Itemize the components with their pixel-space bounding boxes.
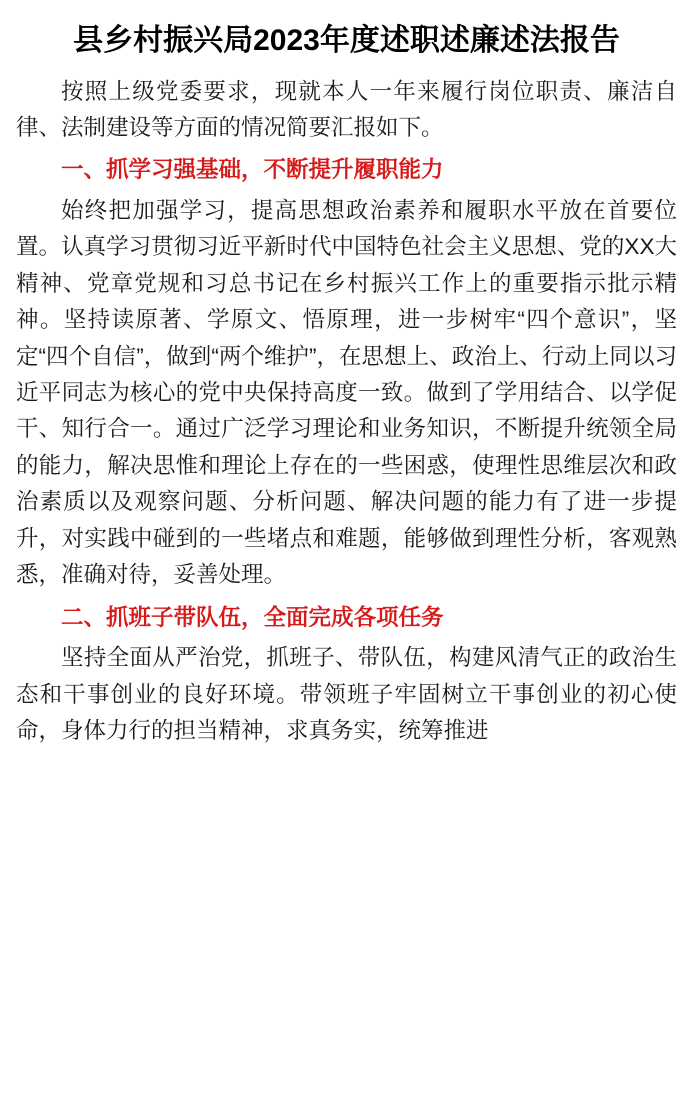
paragraph-section-two-body: 坚持全面从严治党，抓班子、带队伍，构建风清气正的政治生态和干事创业的良好环境。带领班子牢固树立干事创业的初心使命，身体力行的担当精神，求真务实，统筹推进 [16, 645, 677, 743]
paragraph-intro: 按照上级党委要求，现就本人一年来履行岗位职责、廉洁自律、法制建设等方面的情况简要汇报如下。 [16, 78, 677, 140]
section-heading-two: 二、抓班子带队伍，全面完成各项任务 [61, 604, 444, 630]
section-heading-one: 一、抓学习强基础，不断提升履职能力 [61, 157, 444, 183]
paragraph-section-one-body: 始终把加强学习，提高思想政治素养和履职水平放在首要位置。认真学习贯彻习近平新时代中国特色社会主义思想、党的XX大精神、党章党规和习总书记在乡村振兴工作上的重要指示批示精神。坚持读原著、学原文、悟原理，进一步树牢“四个意识”，坚定“四个自信”，做到“两个维护”，在思想上、政治上、行动上同以习近平同志为核心的党中央保持高度一致。做到了学用结合、以学促干、知行合一。通过广泛学习理论和业务知识，不断提升统领全局的能力，解决思惟和理论上存在的一些困惑，使理性思维层次和政治素质以及观察问题、分析问题、解决问题的能力有了进一步提升，对实践中碰到的一些堵点和难题，能够做到理性分析，客观熟悉，准确对待，妥善处理。 [16, 197, 677, 588]
page-title: 县乡村振兴局2023年度述职述廉述法报告 [73, 24, 620, 57]
